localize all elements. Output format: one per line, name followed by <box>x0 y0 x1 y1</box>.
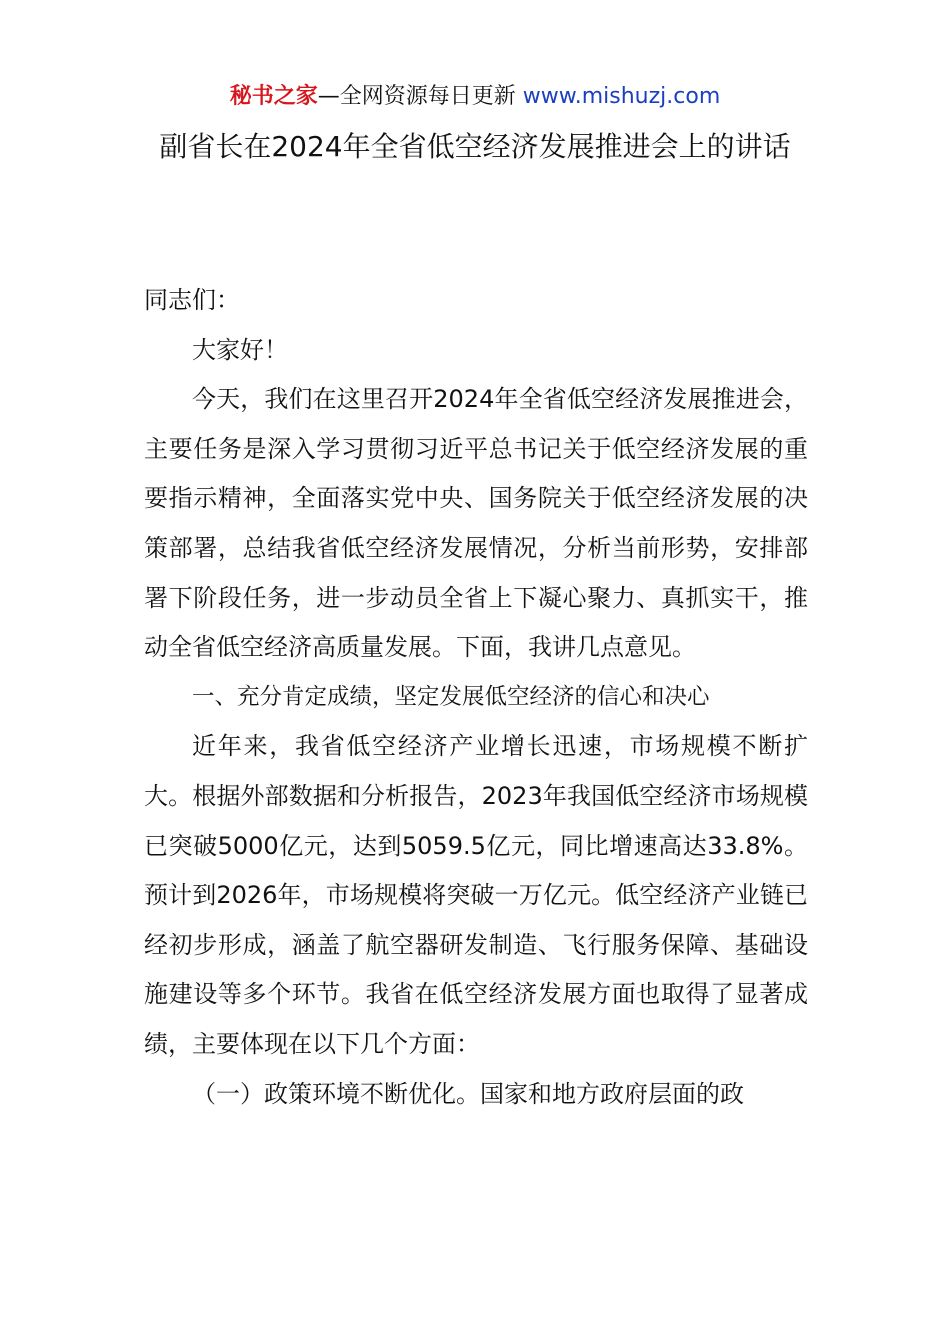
site-brand: 秘书之家 <box>229 84 318 109</box>
intro-paragraph: 今天，我们在这里召开2024年全省低空经济发展推进会，主要任务是深入学习贯彻习近平总书记关于低空经济发展的重要指示精神，全面落实党中央、国务院关于低空经济发展的决策部署，总结我省低空经济发展情况，分析当前形势，安排部署下阶段任务，进一步动员全省上下凝心聚力、真抓实干，推动全省低空经济高质量发展。下面，我讲几点意见。 <box>144 385 808 662</box>
greeting: 大家好！ <box>192 335 288 364</box>
site-header <box>0 80 950 114</box>
body-paragraph: 近年来，我省低空经济产业增长迅速，市场规模不断扩大。根据外部数据和分析报告，2023年我国低空经济市场规模已突破5000亿元，达到5059.5亿元，同比增速高达33.8%。预计到2026年，市场规模将突破一万亿元。低空经济产业链已经初步形成，涵盖了航空器研发制造、飞行服务保障、基础设施建设等多个环节。我省在低空经济发展方面也取得了显著成绩，主要体现在以下几个方面： <box>144 732 808 1058</box>
subsection-paragraph: （一）政策环境不断优化。国家和地方政府层面的政 <box>192 1079 744 1108</box>
section-heading: 一、充分肯定成绩，坚定发展低空经济的信心和决心 <box>192 683 710 710</box>
site-tagline: —全网资源每日更新 <box>317 84 523 109</box>
document-body <box>144 276 808 1119</box>
document-title: 副省长在2024年全省低空经济发展推进会上的讲话 <box>159 130 791 163</box>
salutation: 同志们： <box>144 286 240 314</box>
site-url-link[interactable]: www.mishuzj.com <box>522 84 721 109</box>
